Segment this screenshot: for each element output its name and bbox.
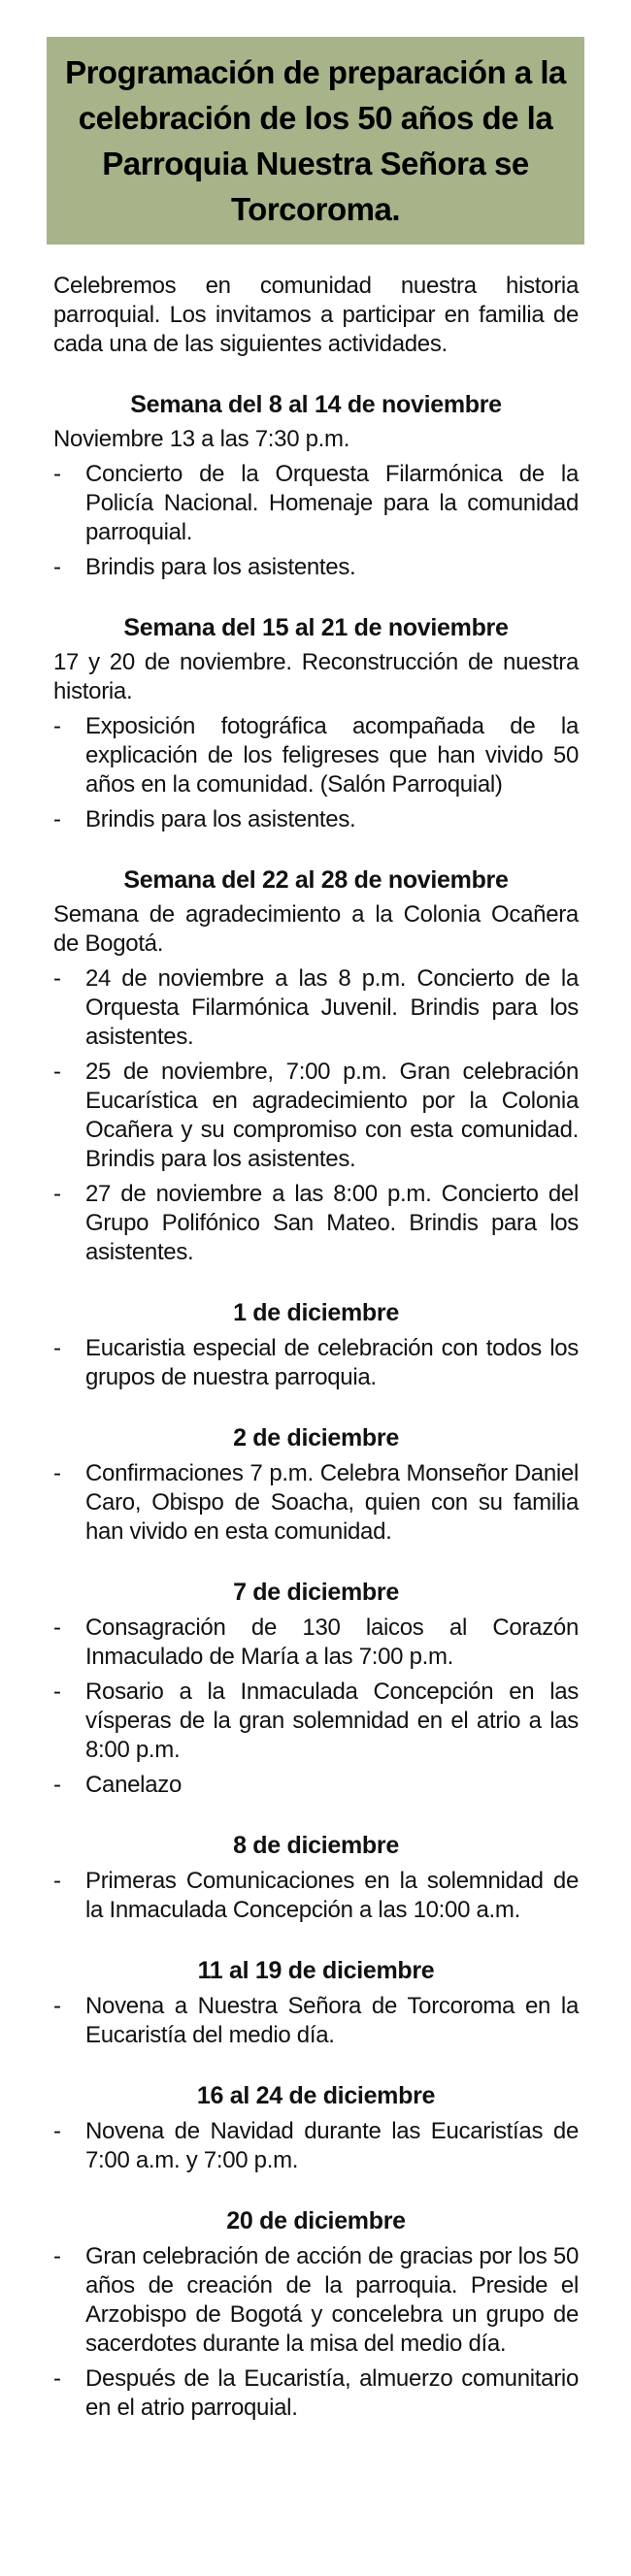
bullet-dash: - <box>53 554 61 580</box>
bullet-dash: - <box>53 2243 61 2269</box>
bullet-dash: - <box>53 1460 61 1486</box>
bullet-text: 25 de noviembre, 7:00 p.m. Gran celebración Eucarística en agradecimiento por la Colonia Ocañera y su compromiso con esta comunidad. Brindis para los asistentes. <box>85 1059 579 1172</box>
title-line: Programación de preparación a la <box>65 54 566 90</box>
bullet-text: Brindis para los asistentes. <box>85 554 356 580</box>
bullet-item <box>53 1678 579 1765</box>
schedule-section <box>53 613 579 834</box>
section-heading: 20 de diciembre <box>226 2207 406 2234</box>
bullet-item <box>53 460 579 547</box>
bullet-text: Canelazo <box>85 1772 183 1798</box>
section-heading: 7 de diciembre <box>233 1579 399 1606</box>
bullet-item <box>53 1992 579 2050</box>
section-paragraph: Noviembre 13 a las 7:30 p.m. <box>53 426 350 452</box>
schedule-section <box>53 865 579 1267</box>
bullet-dash: - <box>53 806 61 832</box>
schedule-section <box>53 1423 579 1547</box>
bullet-item <box>53 2117 579 2175</box>
bullet-item <box>53 553 579 582</box>
schedule-section <box>53 390 579 582</box>
bullet-dash: - <box>53 1772 61 1798</box>
bullet-text: 24 de noviembre a las 8 p.m. Concierto de la Orquesta Filarmónica Juvenil. Brindis para los asistentes. <box>85 965 579 1050</box>
bullet-text: Exposición fotográfica acompañada de la explicación de los feligreses que han vivido 50 años en la comunidad. (Salón Parroquial) <box>85 713 579 798</box>
bullet-dash: - <box>53 1993 61 2019</box>
bullet-dash: - <box>53 1868 61 1894</box>
section-paragraph: Semana de agradecimiento a la Colonia Ocañera de Bogotá. <box>53 901 579 957</box>
bullet-text: Eucaristia especial de celebración con todos los grupos de nuestra parroquia. <box>85 1335 579 1390</box>
bullet-item <box>53 1334 579 1392</box>
bullet-item <box>53 1180 579 1267</box>
bullet-dash: - <box>53 1614 61 1641</box>
bullet-text: Novena a Nuestra Señora de Torcoroma en la Eucaristía del medio día. <box>85 1993 579 2048</box>
section-paragraph: 17 y 20 de noviembre. Reconstrucción de nuestra historia. <box>53 649 579 704</box>
section-heading: 2 de diciembre <box>233 1424 399 1451</box>
schedule-section <box>53 1298 579 1392</box>
bullet-dash: - <box>53 1181 61 1207</box>
bullet-text: Novena de Navidad durante las Eucaristías de 7:00 a.m. y 7:00 p.m. <box>85 2118 579 2173</box>
content-area <box>53 272 579 2423</box>
bullet-item <box>53 1058 579 1174</box>
title-line: Parroquia Nuestra Señora se <box>102 146 529 181</box>
bullet-dash: - <box>53 965 61 992</box>
bullet-item <box>53 1459 579 1547</box>
section-heading: Semana del 8 al 14 de noviembre <box>130 391 502 418</box>
bullet-item <box>53 712 579 799</box>
bullet-text: Primeras Comunicaciones en la solemnidad de la Inmaculada Concepción a las 10:00 a.m. <box>85 1868 579 1923</box>
section-heading: 1 de diciembre <box>233 1299 399 1326</box>
section-heading: Semana del 15 al 21 de noviembre <box>123 614 509 641</box>
bullet-text: Rosario a la Inmaculada Concepción en las vísperas de la gran solemnidad en el atrio a las 8:00 p.m. <box>85 1679 579 1763</box>
bullet-text: 27 de noviembre a las 8:00 p.m. Concierto del Grupo Polifónico San Mateo. Brindis para los asistentes. <box>85 1181 579 1265</box>
schedule-section <box>53 2081 579 2175</box>
section-heading: 8 de diciembre <box>233 1832 399 1859</box>
bullet-text: Después de la Eucaristía, almuerzo comunitario en el atrio parroquial. <box>85 2365 579 2421</box>
section-heading: 11 al 19 de diciembre <box>197 1957 435 1984</box>
schedule-section <box>53 1578 579 1800</box>
bullet-dash: - <box>53 1059 61 1085</box>
bullet-item <box>53 805 579 834</box>
bullet-dash: - <box>53 2118 61 2144</box>
title-line: Torcoroma. <box>230 191 401 227</box>
bullet-text: Brindis para los asistentes. <box>85 806 356 832</box>
bullet-text: Confirmaciones 7 p.m. Celebra Monseñor Daniel Caro, Obispo de Soacha, quien con su familia han vivido en esta comunidad. <box>85 1460 579 1545</box>
bullet-item <box>53 1771 579 1800</box>
section-heading: 16 al 24 de diciembre <box>196 2082 436 2109</box>
bullet-dash: - <box>53 1679 61 1705</box>
bullet-item <box>53 1614 579 1672</box>
schedule-section <box>53 1831 579 1925</box>
bullet-text: Gran celebración de acción de gracias por los 50 años de creación de la parroquia. Preside el Arzobispo de Bogotá y concelebra un grupo de sacerdotes durante la misa del medio día. <box>85 2243 579 2357</box>
schedule-section <box>53 1956 579 2050</box>
bullet-dash: - <box>53 1335 61 1361</box>
title-line: celebración de los 50 años de la <box>78 100 553 136</box>
bullet-item <box>53 2242 579 2359</box>
bullet-text: Concierto de la Orquesta Filarmónica de la Policía Nacional. Homenaje para la comunidad parroquial. <box>85 461 579 545</box>
title-banner <box>47 37 584 245</box>
bullet-item <box>53 1867 579 1925</box>
bullet-item <box>53 964 579 1052</box>
sections-container <box>53 390 579 2423</box>
section-heading: Semana del 22 al 28 de noviembre <box>123 866 509 894</box>
bullet-dash: - <box>53 2365 61 2392</box>
bullet-item <box>53 2364 579 2423</box>
bullet-dash: - <box>53 461 61 487</box>
intro-paragraph: Celebremos en comunidad nuestra historia parroquial. Los invitamos a participar en familia de cada una de las siguientes actividades. <box>53 273 579 357</box>
bullet-text: Consagración de 130 laicos al Corazón Inmaculado de María a las 7:00 p.m. <box>85 1614 579 1670</box>
schedule-section <box>53 2206 579 2423</box>
bullet-dash: - <box>53 713 61 739</box>
